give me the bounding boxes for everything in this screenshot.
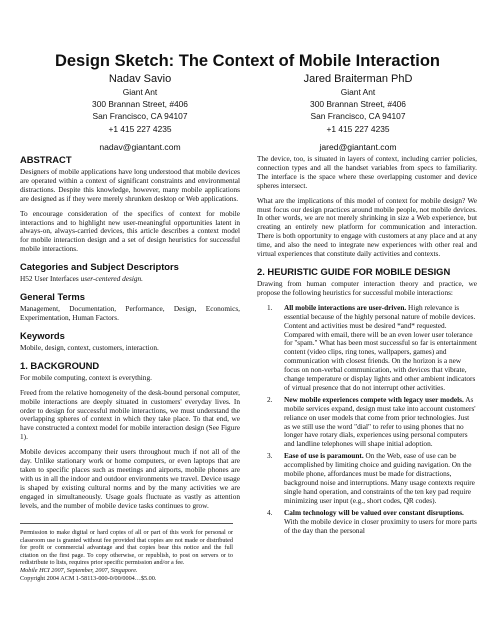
categories-heading: Categories and Subject Descriptors bbox=[20, 261, 179, 273]
heuristic-text: On the Web, ease of use can be accomplished by limiting choice and guiding navigation. On the mobile phone, affordances must be made for distractions, background noise and interruptions. Many usage contexts require single hand operation, and constraints of the ten key pad require minimizing user input (e.g., short codes, QR codes). bbox=[284, 451, 475, 505]
author-street: 300 Brannan Street, #406 bbox=[310, 99, 406, 110]
permission-venue: Mobile HCI 2007, September, 2007, Singapore. bbox=[20, 566, 138, 574]
permission-notice bbox=[20, 523, 233, 582]
heuristic-text: As mobile services expand, design must take into account customers' reliance on user models that come from prior technologies. Just as we still use the word "dial" to refer to using phones that no longer have rotary dials, experiences using personal computers and landline telephones will shape initial adoption. bbox=[284, 394, 476, 449]
author-block-2 bbox=[258, 72, 458, 153]
abstract-paragraph-1: Designers of mobile applications have long understood that mobile devices are operated within a context of significant constraints and environmental distractions. Despite this knowledge, however, many mobile applications are designed as if they were merely shrunken desktop or Web applications. bbox=[20, 167, 240, 203]
list-item bbox=[257, 452, 477, 505]
author-city: San Francisco, CA 94107 bbox=[92, 111, 188, 122]
heuristic-lead: Calm technology will be valued over constant disruptions. bbox=[284, 507, 464, 517]
keywords-heading: Keywords bbox=[20, 329, 65, 341]
abstract-paragraph-2: To encourage consideration of the specifics of context for mobile interactions and to highlight new user-meaningful opportunities latent in always-on, always-carried devices, this article describes a context model for mobile interaction design and a set of design heuristics for successful mobile interactions. bbox=[20, 208, 240, 254]
author-phone: +1 415 227 4235 bbox=[108, 123, 172, 134]
heuristic-text: High relevance is essential because of the highly personal nature of mobile devices. Content and activities must be desired *and* requested. Compared with email, there will be an even lower user tolerance for "spam." What has been most successful so far is entertainment content (video clips, ring tones, wallpapers, games) and communication with closest friends. On the horizon is a new focus on non-verbal communication, with devices that vibrate, change temperature or display lights and other ambient indicators of virtual presence that do not interrupt other activities. bbox=[284, 302, 477, 392]
terms-text: Management, Documentation, Performance, Design, Economics, Experimentation, Human Factors. bbox=[20, 304, 240, 322]
author-org: Giant Ant bbox=[340, 87, 376, 97]
heuristic-intro: Drawing from human computer interaction theory and practice, we propose the following heuristics for successful mobile interactions: bbox=[257, 278, 477, 297]
author-name: Jared Braiterman PhD bbox=[303, 73, 413, 85]
heuristic-text: With the mobile device in closer proximity to users for more parts of the day than the personal bbox=[284, 516, 477, 535]
permission-text: Permission to make digital or hard copies of all or part of this work for personal or classroom use is granted without fee provided that copies are not made or distributed for profit or commercial advantage and that copies bear this notice and the full citation on the first page. To copy otherwise, or republish, to post on servers or to redistribute to lists, requires prior specific permission and/or a fee. bbox=[20, 529, 233, 567]
background-paragraph-3: Mobile devices accompany their users throughout much if not all of the day. Unlike stationary work or home computers, or even laptops that are taken to specific places such as meetings and airports, mobile phones are with us in all the indoor and outdoor environments we travel. Device usage is shaped by existing cultural norms and by the many activities we are engaged in simultaneously. Usage goals fluctuate as vastly as attention levels, and the number of mobile device tasks continues to grow. bbox=[20, 447, 240, 510]
keywords-text: Mobile, design, context, customers, interaction. bbox=[20, 342, 159, 352]
list-number: 4. bbox=[267, 507, 273, 517]
background-heading: 1. BACKGROUND bbox=[20, 359, 100, 371]
right-column bbox=[257, 155, 477, 538]
author-city: San Francisco, CA 94107 bbox=[310, 111, 406, 122]
paper-title: Design Sketch: The Context of Mobile Interaction bbox=[54, 52, 441, 70]
background-paragraph-2: Freed from the relative homogeneity of the desk-bound personal computer, mobile interactions are deeply situated in customers' everyday lives. In order to design for successful mobile interactions, we must understand the overlapping spheres of context in which they take place. To that end, we have constructed a context model for mobile interaction design (See Figure 1). bbox=[20, 387, 240, 442]
list-item bbox=[257, 509, 477, 536]
author-street: 300 Brannan Street, #406 bbox=[92, 99, 188, 110]
author-email: jared@giantant.com bbox=[319, 141, 397, 152]
list-number: 3. bbox=[267, 451, 273, 461]
list-item bbox=[257, 396, 477, 449]
heuristic-lead: All mobile interactions are user-driven. bbox=[284, 302, 407, 312]
list-item bbox=[257, 304, 477, 393]
heuristic-heading: 2. HEURISTIC GUIDE FOR MOBILE DESIGN bbox=[257, 265, 451, 277]
heuristic-lead: New mobile experiences compete with legacy user models. bbox=[284, 394, 464, 404]
left-column bbox=[20, 154, 240, 516]
context-paragraph-1: The device, too, is situated in layers of context, including carrier policies, connection types and all the handset variables from specs to familiarity. The interface is the space where these overlapping customer and device spheres intersect. bbox=[257, 154, 477, 190]
background-paragraph-1: For mobile computing, context is everything. bbox=[20, 372, 152, 382]
heuristic-list bbox=[257, 304, 477, 536]
author-name: Nadav Savio bbox=[108, 73, 172, 85]
list-number: 2. bbox=[267, 394, 273, 404]
permission-copyright: Copyright 2004 ACM 1-58113-000-0/00/0004…$5.00. bbox=[20, 574, 157, 582]
categories-text bbox=[20, 275, 240, 284]
author-org: Giant Ant bbox=[122, 87, 158, 97]
author-phone: +1 415 227 4235 bbox=[326, 123, 390, 134]
author-block-1 bbox=[40, 72, 240, 153]
categories-code: H52 User Interfaces bbox=[20, 274, 81, 284]
context-paragraph-2: What are the implications of this model of context for mobile design? We must focus our design practices around mobile people, not mobile devices. In other words, we are not merely shrinking in size a Web experience, but creating an entirely new platform for communication and interaction. There is both opportunity to engage with customers at any place and at any time, and also the need to integrate new experiences with other real and virtual experiences that constitute daily activities and contexts. bbox=[257, 195, 477, 259]
terms-heading: General Terms bbox=[20, 291, 85, 303]
author-email: nadav@giantant.com bbox=[99, 141, 181, 152]
heuristic-lead: Ease of use is paramount. bbox=[284, 451, 364, 461]
abstract-heading: ABSTRACT bbox=[20, 154, 72, 165]
categories-descriptor: user-centered design. bbox=[80, 274, 143, 284]
list-number: 1. bbox=[267, 302, 273, 312]
